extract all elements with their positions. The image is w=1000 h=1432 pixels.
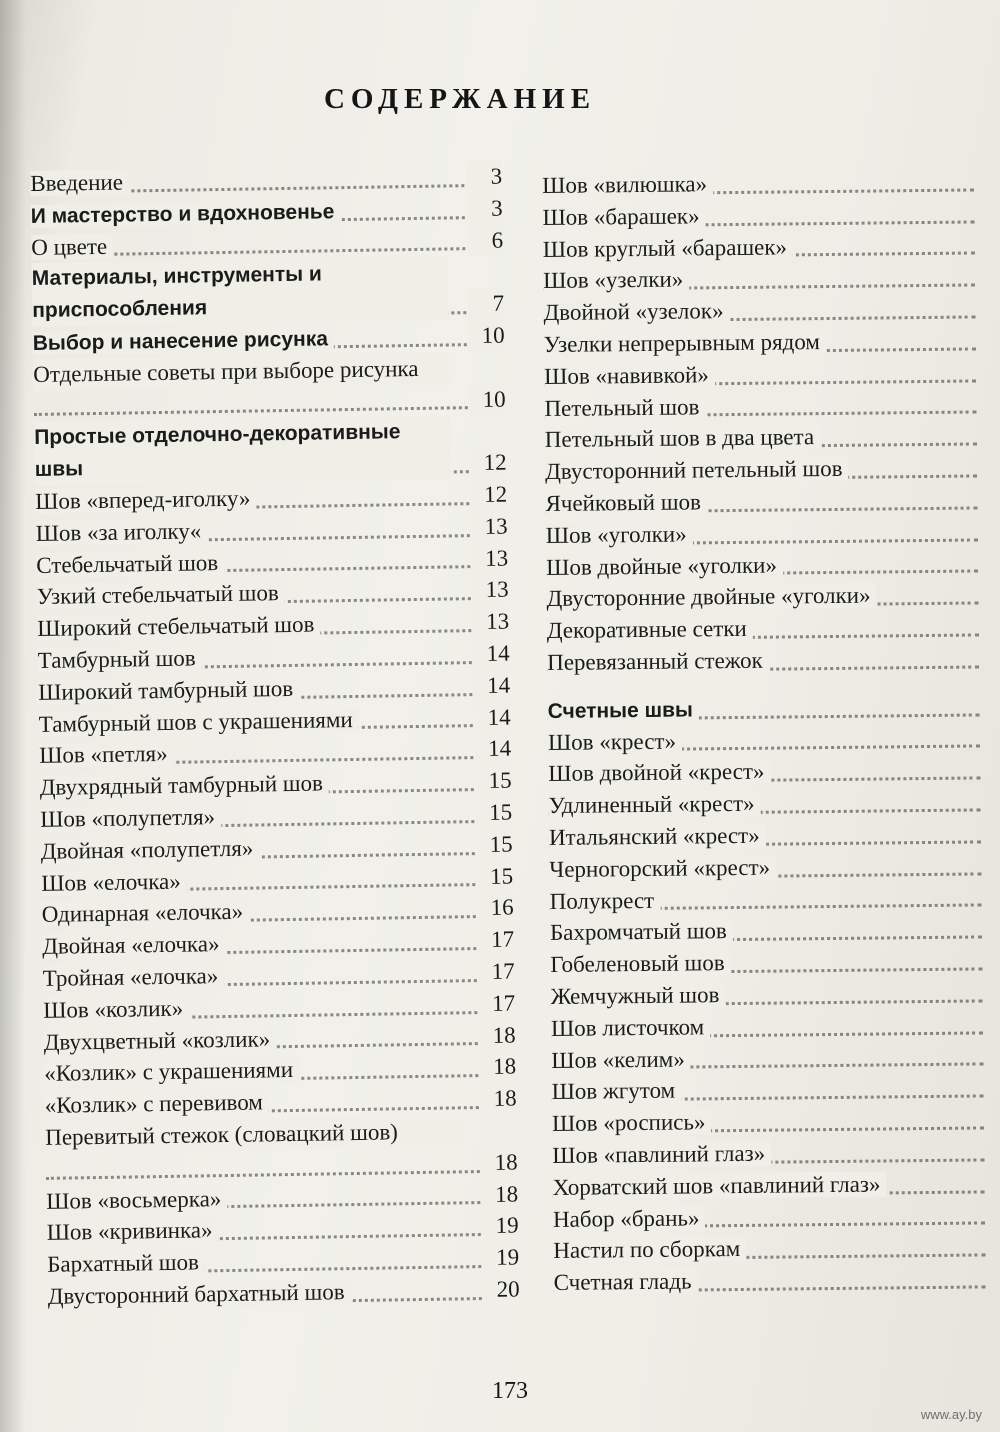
toc-entry-title: Петельный шов в два цвета [545, 424, 821, 452]
toc-entry-title: Шов «келим» [551, 1046, 691, 1072]
toc-entry-page: 12 [470, 447, 506, 479]
toc-entry [544, 388, 1000, 425]
toc-entry [33, 351, 506, 422]
toc-entry [544, 356, 1000, 393]
toc-entry-title: Простые отделочно-декоративные швы [34, 416, 451, 486]
toc-entry-title: «Козлик» с украшениями [44, 1057, 299, 1086]
toc-entry [546, 547, 1000, 584]
toc-entry [552, 1135, 1000, 1172]
toc-entry-page: 15 [475, 765, 511, 797]
toc-entry-page: 3 [466, 161, 502, 193]
toc-entry-title: Шов «елочка» [41, 868, 187, 895]
toc-entry-title: Двухрядный тамбурный шов [40, 771, 330, 801]
toc-entry-title: Широкий тамбурный шов [38, 676, 299, 705]
toc-entry-title: Счетные швы [548, 698, 699, 723]
toc-entry-page: 18 [479, 1019, 515, 1051]
toc-entry-page: 3 [466, 192, 502, 224]
toc-entry-title: Шов «вперед-иголку» [35, 485, 257, 513]
toc-entry [34, 415, 507, 486]
toc-entry-title: Шов «полупетля» [40, 804, 221, 832]
toc-entry-page: 17 [478, 924, 514, 956]
toc-entry-title: Шов листочком [551, 1014, 710, 1041]
toc-entry-title: Выбор и нанесение рисунка [33, 327, 335, 355]
toc-entry [545, 483, 1000, 520]
toc-entry-title: Ячейковый шов [545, 489, 707, 516]
toc-entry-title: Полукрест [550, 887, 661, 913]
toc-entry-page: 10 [468, 320, 504, 352]
toc-entry [543, 292, 1000, 329]
toc-entry-title: Тамбурный шов с украшениями [39, 706, 359, 736]
toc-entry-title: Шов «павлиний глаз» [552, 1141, 771, 1168]
toc-entry-title: Шов «роспись» [552, 1109, 712, 1136]
toc-entry-page: 13 [472, 542, 508, 574]
toc-entry-title: Двусторонний петельный шов [545, 456, 849, 484]
toc-entry-title: Двойная «елочка» [42, 931, 226, 959]
toc-entry-page: 17 [479, 987, 515, 1019]
toc-entry-title: Шов двойные «уголки» [546, 552, 783, 579]
toc-entry-title: Шов «козлик» [43, 995, 189, 1022]
toc-entry [545, 419, 1000, 456]
toc-entry-title: Отдельные советы при выборе рисунка [33, 352, 449, 390]
toc-entry [549, 849, 1000, 886]
toc-entry [548, 722, 1000, 759]
toc-entry-title: Бархатный шов [47, 1249, 205, 1276]
toc-entry [550, 912, 1000, 949]
toc-entry-title: Шов «навивкой» [544, 362, 715, 389]
toc-entry [548, 753, 1000, 790]
toc-entry [544, 324, 1000, 361]
toc-entry-title: Стебельчатый шов [36, 550, 224, 578]
toc-entry-title: Материалы, инструменты и приспособления [31, 257, 448, 327]
toc-entry-title: Шов жгутом [552, 1078, 682, 1104]
toc-entry-title: Перевитый стежок (словацкий шов) [45, 1115, 461, 1153]
toc-entry [47, 1273, 519, 1312]
toc-entry [552, 1167, 1000, 1204]
toc-entry [547, 610, 1000, 647]
toc-entry-page: 18 [480, 1051, 516, 1083]
toc-entry [551, 1071, 1000, 1108]
toc-entry-title: Бахромчатый шов [550, 918, 733, 945]
toc-entry-title: Шов «петля» [39, 741, 174, 768]
toc-entry [542, 197, 1000, 234]
toc-entry-title: Шов двойной «крест» [548, 759, 770, 786]
toc-entry-title: Настил по сборкам [553, 1236, 746, 1263]
toc-entry-title: Декоративные сетки [547, 616, 753, 643]
toc-entry-page: 15 [477, 860, 513, 892]
toc-entry [550, 944, 1000, 981]
toc-entry-title: Тамбурный шов [38, 645, 202, 673]
toc-entry-title: Набор «брань» [553, 1205, 706, 1232]
toc-entry-title: Петельный шов [544, 394, 705, 421]
toc-entry-title: Двойная «полупетля» [41, 835, 260, 863]
toc-entry-title: Шов «вилюшка» [542, 171, 713, 198]
toc-entry-page: 12 [471, 479, 507, 511]
toc-entry-page: 10 [469, 383, 505, 415]
toc-entry-title: Шов «крест» [548, 728, 682, 754]
toc-entry-page: 13 [473, 606, 509, 638]
leader-dots [34, 407, 468, 417]
toc-entry [550, 976, 1000, 1013]
toc-entry-title: Широкий стебельчатый шов [37, 612, 321, 641]
toc-entry [543, 229, 1000, 266]
toc-entry-title: Узелки непрерывным рядом [544, 329, 826, 357]
toc-entry-title: Черногорский «крест» [549, 854, 776, 881]
toc-entry [553, 1199, 1000, 1236]
toc-entry [545, 451, 1000, 488]
toc-entry-page: 13 [472, 574, 508, 606]
toc-entry-title: Перевязанный стежок [547, 648, 769, 675]
page-number: 173 [492, 1378, 528, 1404]
toc-entry [553, 1230, 1000, 1267]
toc-entry-page: 14 [473, 637, 509, 669]
toc-entry [549, 881, 1000, 918]
toc-entry-title: Шов круглый «барашек» [543, 234, 793, 262]
toc-entry-page: 19 [482, 1210, 518, 1242]
toc-entry-page: 14 [474, 701, 510, 733]
toc-entry-page: 15 [476, 828, 512, 860]
toc-entry-title: Шов «узелки» [543, 267, 689, 294]
toc-entry-title: О цвете [31, 233, 113, 259]
toc-entry-page: 17 [478, 955, 514, 987]
page-gutter-shadow [0, 0, 26, 1432]
toc-entry [547, 690, 1000, 727]
toc-entry-title: Жемчужный шов [551, 982, 726, 1009]
toc-entry-page: 18 [481, 1146, 517, 1178]
watermark: www.ay.by [920, 1407, 982, 1422]
toc-entry [542, 165, 1000, 202]
toc-entry [31, 256, 504, 327]
toc-entry-title: Итальянский «крест» [549, 823, 766, 850]
toc-entry-title: Шов «кривинка» [47, 1217, 219, 1245]
toc-entry [553, 1262, 1000, 1299]
toc-entry-page: 16 [477, 892, 513, 924]
toc-entry-title: И мастерство и вдохновенье [31, 200, 341, 228]
toc-entry-title: Гобеленовый шов [550, 950, 731, 977]
toc-entry-page: 6 [467, 224, 503, 256]
toc-entry-page: 13 [471, 510, 507, 542]
toc-entry-title: Хорватский шов «павлиний глаз» [553, 1171, 887, 1199]
toc-entry [551, 1040, 1000, 1077]
toc-entry-title: Удлиненный «крест» [549, 791, 761, 818]
toc-entry [45, 1114, 518, 1185]
toc-entry-title: Шов «уголки» [546, 521, 693, 548]
toc-entry-title: Одинарная «елочка» [42, 899, 250, 927]
toc-entry-page: 15 [476, 796, 512, 828]
toc-entry [546, 578, 1000, 615]
leader-dots [46, 1170, 480, 1180]
toc-entry-page: 14 [474, 669, 510, 701]
toc-entry-page: 18 [480, 1083, 516, 1115]
page-title: СОДЕРЖАНИЕ [323, 83, 597, 116]
toc-entry-page: 20 [483, 1273, 519, 1305]
toc-entry-page: 19 [483, 1242, 519, 1274]
toc-entry [546, 515, 1000, 552]
toc-entry-title: Двойной «узелок» [543, 298, 729, 325]
toc-entry-title: Счетная гладь [554, 1269, 698, 1296]
toc-entry-title: Двухцветный «козлик» [44, 1026, 277, 1055]
toc-entry-title: Шов «восьмерка» [46, 1186, 227, 1214]
toc-right-column [542, 165, 1000, 1299]
toc-entry-title: Тройная «елочка» [43, 963, 225, 991]
toc-entry-title: Двусторонние двойные «уголки» [546, 583, 876, 611]
toc-entry-page: 7 [468, 288, 504, 320]
toc-entry [549, 817, 1000, 854]
toc-left-column [30, 161, 520, 1313]
toc-entry-title: «Козлик» с перевивом [45, 1089, 270, 1118]
toc-entry-title: Шов «за иголку« [36, 518, 208, 546]
toc-entry-title: Двусторонний бархатный шов [48, 1279, 351, 1309]
toc-entry-page: 14 [475, 733, 511, 765]
toc-entry [548, 785, 1000, 822]
toc-entry [547, 642, 1000, 679]
toc-entry-page: 18 [482, 1178, 518, 1210]
toc-entry-title: Шов «барашек» [542, 203, 705, 230]
toc-entry [543, 260, 1000, 297]
toc-entry-title: Узкий стебельчатый шов [37, 580, 285, 609]
toc-entry [552, 1103, 1000, 1140]
toc-entry-title: Введение [30, 169, 129, 196]
toc-entry [551, 1008, 1000, 1045]
